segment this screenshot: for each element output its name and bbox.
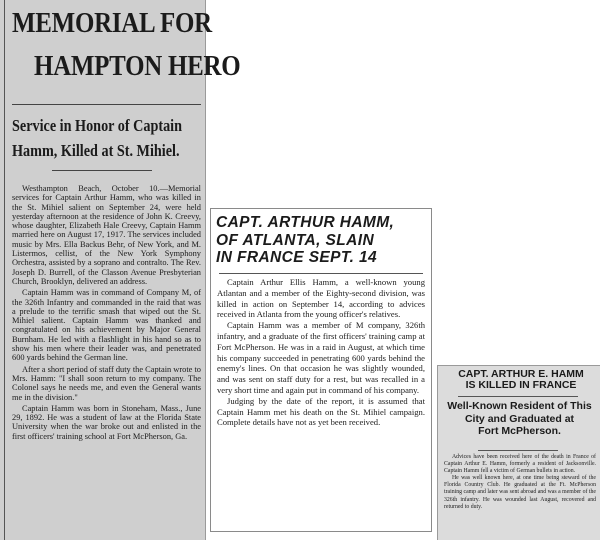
article-paragraph: Captain Hamm was in command of Company M, of the 326th Infantry and commanded in the raid that was a prelude to the terrific smash that wiped out the St. Mihiel salient. Captain Hamm was thanked and congratulated on his achievement by Major General Burnham. He led with a flashlight in his hand so as to show his men where their leader was, and penetrated 600 yards behind the German line. — [12, 288, 201, 363]
headline-line-1: CAPT. ARTHUR E. HAMM — [458, 368, 584, 380]
headline-divider — [458, 396, 578, 397]
subhead-divider — [52, 170, 152, 171]
headline — [216, 214, 428, 267]
article-body — [444, 454, 596, 511]
headline — [442, 369, 600, 391]
headline-line-3: IN FRANCE SEPT. 14 — [216, 249, 378, 266]
article-paragraph: He was well known here, at one time being steward of the Florida Country Club. He graduated at the Ft. McPherson training camp and later was sent abroad and was a member of the 326th infantry. He was wounded last August, recovered and returned to duty. — [444, 475, 596, 510]
article-paragraph: Judging by the date of the report, it is assumed that Captain Hamm met his death on the St. Mihiel campaign. Complete details have not as yet been received. — [217, 395, 425, 428]
article-paragraph: Captain Hamm was a member of M company, 326th infantry, and a graduate of the first officers' training camp at Fort McPherson. He was in a raid in August, at which time his company succeeded in penetrating 600 yards behind the enemy's lines. On that occasion he was slightly wounded, and was sent on staff duty for a rest, but was recalled in a very short time and again put in command of his company. — [217, 320, 425, 395]
clipping-capt-arthur-hamm-of-atlanta — [210, 208, 432, 532]
article-paragraph: Advices have been received here of the death in France of Captain Arthur E. Hamm, formerly a resident of Jacksonville. Captain Hamm fell a victim of German bullets in action. — [444, 454, 596, 475]
clipping-memorial-for-hampton-hero — [0, 0, 241, 540]
subhead-divider — [478, 450, 558, 451]
article-paragraph: Captain Hamm was born in Stoneham, Mass., June 29, 1892. He was a student of law at the Florida State University when the war broke out and enlisted in the first officers' training school at Fort McPherson, Ga. — [12, 403, 201, 441]
headline-line-1: MEMORIAL FOR — [12, 7, 212, 39]
article-paragraph: Westhampton Beach, October 10.—Memorial services for Captain Arthur Hamm, who was killed in the St. Mihiel salient on September 24, were held yesterday afternoon at the residence of John K. Creevy, whose daughter, Elizabeth Hale Creevy, Captain Hamm married here on August 17, 1917. The services included music by Mrs. Ella Backus Behr, of New York, and M. Listermos, cellist, of the New York Symphony Orchestra, assisted by a soprano and contralto. The Rev. Joseph D. Burrell, of the Classon Avenue Presbyterian Church, Brooklyn, delivered an address. — [12, 184, 201, 286]
subhead-line-2: Hamm, Killed at St. Mihiel. — [12, 141, 180, 160]
headline-line-1: CAPT. ARTHUR HAMM, — [216, 214, 395, 231]
clipping-capt-arthur-e-hamm-killed — [437, 365, 600, 540]
article-body — [217, 277, 425, 428]
subhead-line-1: Service in Honor of Captain — [12, 116, 183, 135]
headline-line-2: HAMPTON HERO — [34, 50, 241, 82]
headline-divider — [219, 273, 423, 274]
subhead — [442, 400, 597, 438]
headline-divider — [12, 104, 201, 105]
article-body — [12, 184, 201, 443]
headline-line-2: IS KILLED IN FRANCE — [465, 379, 577, 391]
article-paragraph: Captain Arthur Ellis Hamm, a well-known young Atlantan and a member of the Eighty-second division, was killed in action on September 14, according to advices received in Atlanta from the young officer's relatives. — [217, 277, 425, 320]
article-paragraph: After a short period of staff duty the Captain wrote to Mrs. Hamm: "I shall soon return to my company. The Colonel says he needs me, and even the General wants me in the division." — [12, 364, 201, 402]
subhead-line-1: Well-Known Resident of This — [447, 400, 592, 412]
column-rule — [4, 0, 5, 540]
headline-line-2: OF ATLANTA, SLAIN — [216, 231, 375, 249]
subhead-line-2: City and Graduated at — [464, 412, 575, 425]
subhead-line-3: Fort McPherson. — [478, 425, 561, 437]
